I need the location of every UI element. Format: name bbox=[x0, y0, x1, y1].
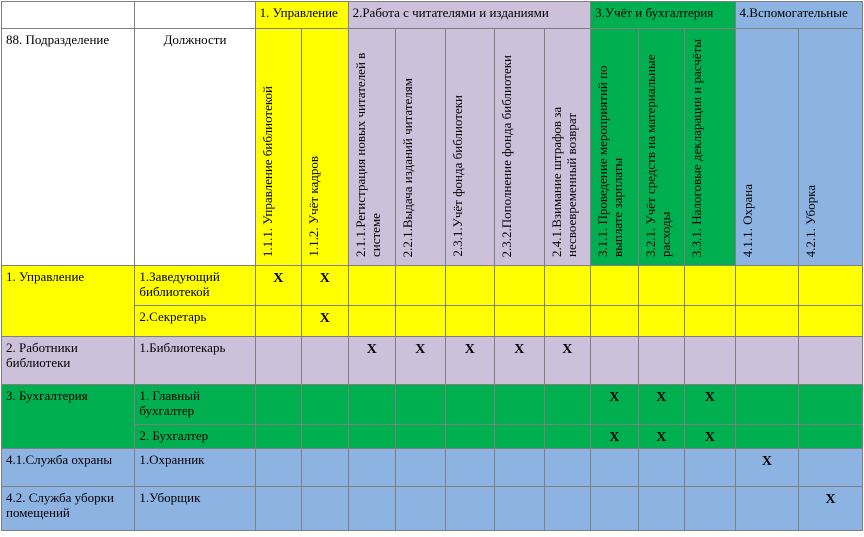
dept-cell: 4.2. Служба уборки помещений bbox=[2, 487, 135, 531]
function-label: 2.3.1.Учёт фонда библиотеки bbox=[449, 95, 465, 257]
function-header bbox=[638, 29, 684, 266]
position-cell: 1.Заведующий библиотекой bbox=[135, 266, 255, 306]
function-label: 2.4.1.Взимание штрафов за несвоевременный возврат bbox=[548, 106, 579, 257]
function-label: 4.1.1. Охрана bbox=[739, 183, 755, 257]
dept-cell: 1. Управление bbox=[2, 266, 135, 337]
mark-cell: X bbox=[495, 337, 545, 385]
function-header bbox=[396, 29, 446, 266]
group-auxiliary: 4.Вспомогательные bbox=[735, 2, 862, 29]
function-header bbox=[735, 29, 799, 266]
group-management: 1. Управление bbox=[255, 2, 348, 29]
positions-header: Должности bbox=[135, 29, 255, 266]
function-label: 4.2.1. Уборка bbox=[803, 184, 819, 257]
function-header bbox=[445, 29, 495, 266]
mark-cell: X bbox=[396, 337, 446, 385]
mark-cell: X bbox=[302, 266, 348, 306]
mark-cell: X bbox=[255, 266, 301, 306]
function-label: 3.2.1. Учёт средств на материальные расходы bbox=[642, 54, 673, 257]
table-row bbox=[2, 337, 863, 385]
position-cell: 1.Охранник bbox=[135, 449, 255, 487]
function-header bbox=[799, 29, 863, 266]
group-accounting: 3.Учёт и бухгалтерия bbox=[591, 2, 735, 29]
mark-cell: X bbox=[799, 487, 863, 531]
position-cell: 2.Секретарь bbox=[135, 306, 255, 337]
position-cell: 1.Уборщик bbox=[135, 487, 255, 531]
function-header bbox=[591, 29, 638, 266]
mark-cell: X bbox=[735, 449, 799, 487]
dept-cell: 2. Работники библиотеки bbox=[2, 337, 135, 385]
function-label: 3.3.1. Налоговые декларации и расчёты bbox=[689, 38, 705, 257]
corner-cell bbox=[135, 2, 255, 29]
function-label: 1.1.2. Учёт кадров bbox=[306, 156, 322, 257]
function-header bbox=[544, 29, 591, 266]
table-row bbox=[2, 266, 863, 306]
function-label: 2.1.1.Регистрация новых читателей в системе bbox=[352, 52, 383, 257]
mark-cell: X bbox=[638, 385, 684, 425]
function-header bbox=[255, 29, 301, 266]
mark-cell: X bbox=[591, 385, 638, 425]
mark-cell: X bbox=[685, 385, 736, 425]
table-row bbox=[2, 449, 863, 487]
position-cell: 2. Бухгалтер bbox=[135, 425, 255, 449]
mark-cell: X bbox=[685, 425, 736, 449]
responsibility-matrix bbox=[1, 1, 863, 531]
mark-cell: X bbox=[348, 337, 395, 385]
table-row bbox=[2, 487, 863, 531]
function-label: 2.2.1.Выдача изданий читателям bbox=[400, 77, 416, 257]
subdivision-header: 88. Подразделение bbox=[2, 29, 135, 266]
position-cell: 1.Библиотекарь bbox=[135, 337, 255, 385]
function-header bbox=[348, 29, 395, 266]
dept-cell: 4.1.Служба охраны bbox=[2, 449, 135, 487]
group-readers-publications: 2.Работа с читателями и изданиями bbox=[348, 2, 591, 29]
mark-cell: X bbox=[591, 425, 638, 449]
dept-cell: 3. Бухгалтерия bbox=[2, 385, 135, 449]
position-cell: 1. Главный бухгалтер bbox=[135, 385, 255, 425]
table-row bbox=[2, 385, 863, 425]
mark-cell: X bbox=[302, 306, 348, 337]
corner-cell bbox=[2, 2, 135, 29]
function-header bbox=[302, 29, 348, 266]
function-header bbox=[495, 29, 545, 266]
function-label: 1.1.1. Управление библиотекой bbox=[259, 85, 275, 257]
mark-cell: X bbox=[544, 337, 591, 385]
mark-cell: X bbox=[445, 337, 495, 385]
mark-cell: X bbox=[638, 425, 684, 449]
function-header bbox=[685, 29, 736, 266]
function-label: 3.1.1. Проведение мероприятий по выплате зарплаты bbox=[595, 65, 626, 257]
function-label: 2.3.2.Пополнение фонда библиотеки bbox=[499, 54, 515, 257]
